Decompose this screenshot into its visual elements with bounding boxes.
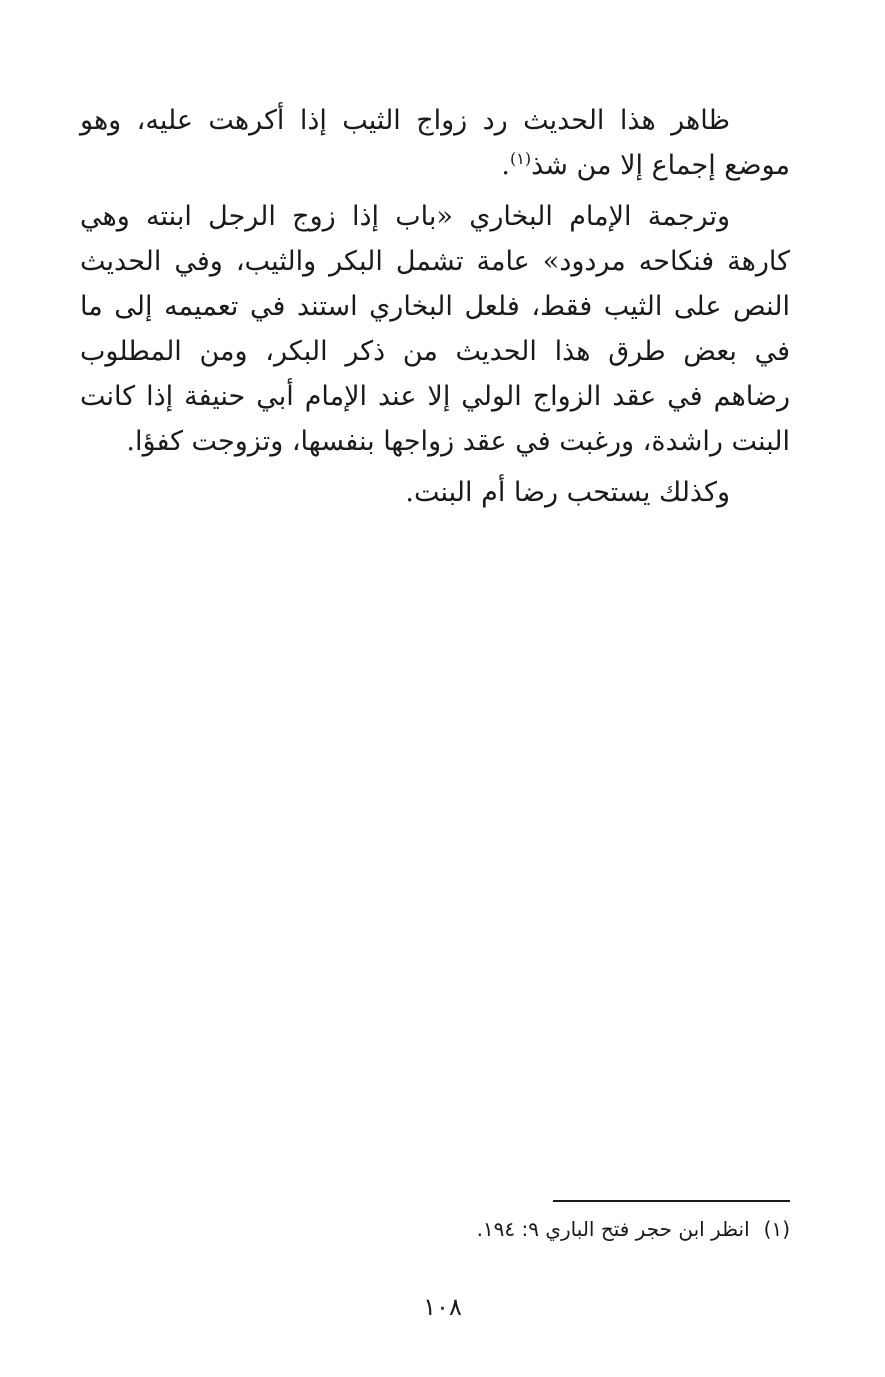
paragraph-1-text: ظاهر هذا الحديث رد زواج الثيب إذا أكرهت عليه، وهو موضع إجماع إلا من شذ xyxy=(80,105,790,181)
footnote-text: انظر ابن حجر فتح الباري ٩: ١٩٤. xyxy=(476,1217,750,1241)
paragraph-2 xyxy=(80,194,790,464)
page-number: ١٠٨ xyxy=(423,1293,462,1321)
footnote-reference[interactable]: (١) xyxy=(510,149,532,168)
footnote xyxy=(300,1213,790,1245)
body-text xyxy=(80,98,790,521)
footnote-number: (١) xyxy=(763,1217,790,1241)
paragraph-1 xyxy=(80,98,790,188)
footnote-separator xyxy=(553,1200,790,1202)
paragraph-3 xyxy=(80,470,790,515)
paragraph-2-text: وترجمة الإمام البخاري «باب إذا زوج الرجل ابنته وهي كارهة فنكاحه مردود» عامة تشمل البكر والثيب، وفي الحديث النص على الثيب فقط، فلعل البخاري استند في تعميمه إلى ما في بعض طرق هذا الحديث من ذكر البكر، ومن المطلوب رضاهم في عقد الزواج الولي إلا عند الإمام أبي حنيفة إذا كانت البنت راشدة، ورغبت في عقد زواجها بنفسها، وتزوجت كفؤا. xyxy=(80,201,790,457)
paragraph-1-tail: . xyxy=(501,150,511,181)
paragraph-3-text: وكذلك يستحب رضا أم البنت. xyxy=(405,477,730,508)
